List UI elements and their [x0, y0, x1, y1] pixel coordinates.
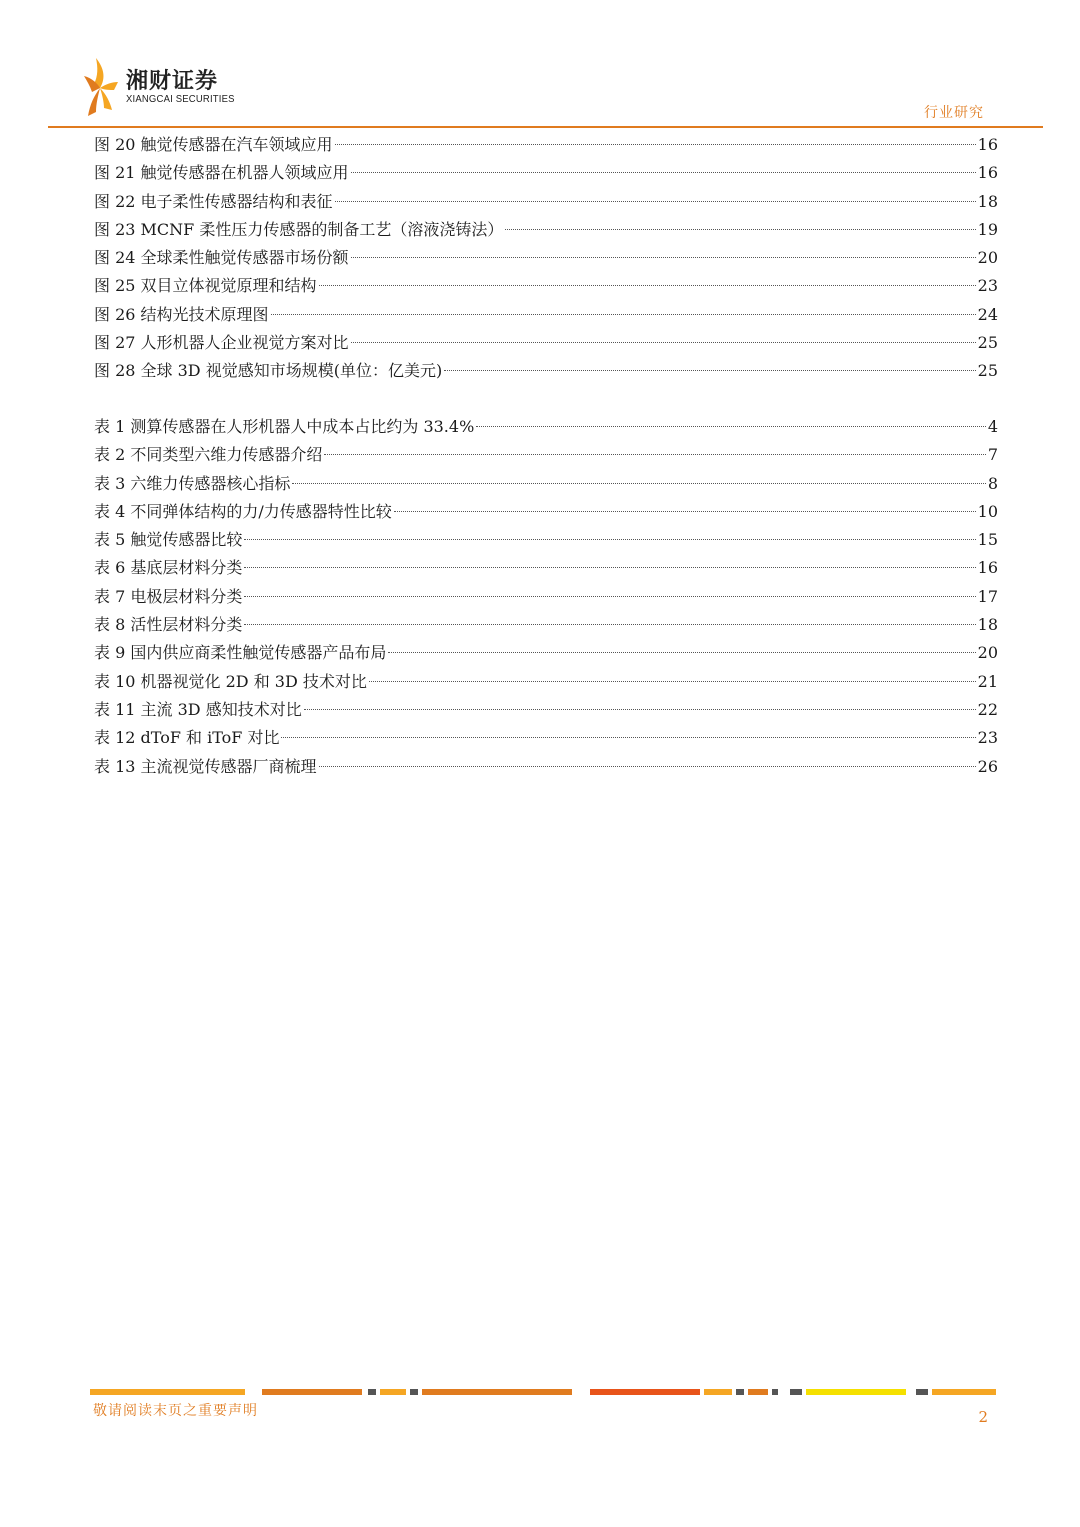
toc-leader — [351, 342, 976, 343]
toc-page-number: 20 — [977, 248, 998, 268]
toc-page-number: 21 — [977, 671, 998, 691]
toc-leader — [281, 737, 975, 738]
logo-mark-icon — [84, 58, 118, 118]
toc-label: 表 7 电极层材料分类 — [94, 586, 243, 606]
toc-leader — [292, 483, 985, 484]
toc-row-figure[interactable] — [94, 272, 998, 300]
toc-page-number: 16 — [977, 163, 998, 183]
toc-leader — [319, 766, 976, 767]
toc-row-table[interactable] — [94, 526, 998, 554]
toc-leader — [244, 539, 975, 540]
toc-row-table[interactable] — [94, 470, 998, 498]
toc-page-number: 15 — [977, 530, 998, 550]
toc-row-figure[interactable] — [94, 329, 998, 357]
toc-row-table[interactable] — [94, 724, 998, 752]
page-header — [0, 0, 1080, 130]
brand-name-cn: 湘财证券 — [126, 69, 219, 94]
toc-page-number: 23 — [977, 276, 998, 296]
toc-page-number: 16 — [977, 135, 998, 154]
toc-leader — [271, 314, 976, 315]
toc-row-figure[interactable] — [94, 188, 998, 216]
toc-row-table[interactable] — [94, 441, 998, 469]
toc-label: 图 23 MCNF 柔性压力传感器的制备工艺（溶液浇铸法） — [94, 219, 504, 239]
toc-label: 表 11 主流 3D 感知技术对比 — [94, 699, 302, 719]
toc-leader — [244, 596, 975, 597]
toc-page-number: 10 — [977, 501, 998, 521]
section-label: 行业研究 — [924, 105, 984, 121]
toc-label: 表 12 dToF 和 iToF 对比 — [94, 728, 280, 748]
toc-page-number: 26 — [977, 756, 998, 776]
table-list — [94, 413, 998, 781]
toc-leader — [369, 681, 976, 682]
toc-leader — [351, 172, 976, 173]
toc-page-number: 22 — [977, 699, 998, 719]
toc-row-figure[interactable] — [94, 131, 998, 159]
toc-page-number: 17 — [977, 586, 998, 606]
toc-label: 表 4 不同弹体结构的力/力传感器特性比较 — [94, 501, 392, 521]
toc-leader — [394, 511, 976, 512]
toc-label: 表 6 基底层材料分类 — [94, 558, 243, 578]
toc-label: 图 27 人形机器人企业视觉方案对比 — [94, 333, 349, 353]
toc-page-number: 19 — [977, 219, 998, 239]
toc-leader — [335, 144, 976, 145]
toc-row-figure[interactable] — [94, 357, 998, 385]
toc-row-table[interactable] — [94, 639, 998, 667]
brand-logo — [84, 58, 274, 118]
toc-page-number: 18 — [977, 191, 998, 211]
toc-leader — [476, 426, 986, 427]
toc-page-number: 18 — [977, 615, 998, 635]
toc-row-table[interactable] — [94, 696, 998, 724]
toc-row-table[interactable] — [94, 413, 998, 441]
toc-label: 图 24 全球柔性触觉传感器市场份额 — [94, 248, 349, 268]
toc-row-table[interactable] — [94, 668, 998, 696]
toc-page-number: 7 — [987, 445, 998, 465]
toc-leader — [244, 567, 975, 568]
toc-label: 表 1 测算传感器在人形机器人中成本占比约为 33.4% — [94, 417, 475, 436]
toc-leader — [335, 201, 976, 202]
figure-list — [94, 131, 998, 386]
toc-page-number: 24 — [977, 304, 998, 324]
toc-leader — [304, 709, 976, 710]
toc-leader — [244, 624, 975, 625]
toc-leader — [505, 229, 975, 230]
toc-row-table[interactable] — [94, 753, 998, 781]
toc-row-figure[interactable] — [94, 159, 998, 187]
toc-leader — [351, 257, 976, 258]
page-number: 2 — [978, 1408, 988, 1426]
toc-label: 表 10 机器视觉化 2D 和 3D 技术对比 — [94, 671, 367, 691]
header-divider — [48, 126, 1043, 128]
toc-leader — [324, 454, 985, 455]
toc-page-number: 4 — [987, 417, 998, 436]
toc-row-figure[interactable] — [94, 216, 998, 244]
toc-leader — [388, 652, 975, 653]
toc-label: 表 9 国内供应商柔性触觉传感器产品布局 — [94, 643, 387, 663]
footer-disclaimer: 敬请阅读末页之重要声明 — [93, 1403, 258, 1419]
toc-label: 图 20 触觉传感器在汽车领域应用 — [94, 135, 333, 154]
toc-label: 图 26 结构光技术原理图 — [94, 304, 269, 324]
toc-label: 图 25 双目立体视觉原理和结构 — [94, 276, 317, 296]
toc-page-number: 16 — [977, 558, 998, 578]
toc-row-table[interactable] — [94, 554, 998, 582]
toc-label: 表 5 触觉传感器比较 — [94, 530, 243, 550]
toc-page-number: 23 — [977, 728, 998, 748]
toc-label: 图 28 全球 3D 视觉感知市场规模(单位：亿美元) — [94, 361, 443, 381]
toc-page-number: 25 — [977, 361, 998, 381]
toc-label: 表 3 六维力传感器核心指标 — [94, 473, 291, 493]
toc-label: 图 21 触觉传感器在机器人领域应用 — [94, 163, 349, 183]
toc-row-table[interactable] — [94, 498, 998, 526]
toc-page-number: 20 — [977, 643, 998, 663]
footer-decorative-bar — [90, 1389, 996, 1395]
toc-row-figure[interactable] — [94, 244, 998, 272]
toc-page-number: 8 — [987, 473, 998, 493]
toc-label: 图 22 电子柔性传感器结构和表征 — [94, 191, 333, 211]
toc-page-number: 25 — [977, 333, 998, 353]
toc-label: 表 2 不同类型六维力传感器介绍 — [94, 445, 323, 465]
toc-row-table[interactable] — [94, 611, 998, 639]
toc-leader — [444, 370, 975, 371]
toc-row-table[interactable] — [94, 583, 998, 611]
toc-label: 表 8 活性层材料分类 — [94, 615, 243, 635]
toc-leader — [319, 285, 976, 286]
toc-row-figure[interactable] — [94, 301, 998, 329]
toc-label: 表 13 主流视觉传感器厂商梳理 — [94, 756, 317, 776]
brand-name-en: XIANGCAI SECURITIES — [126, 94, 235, 105]
